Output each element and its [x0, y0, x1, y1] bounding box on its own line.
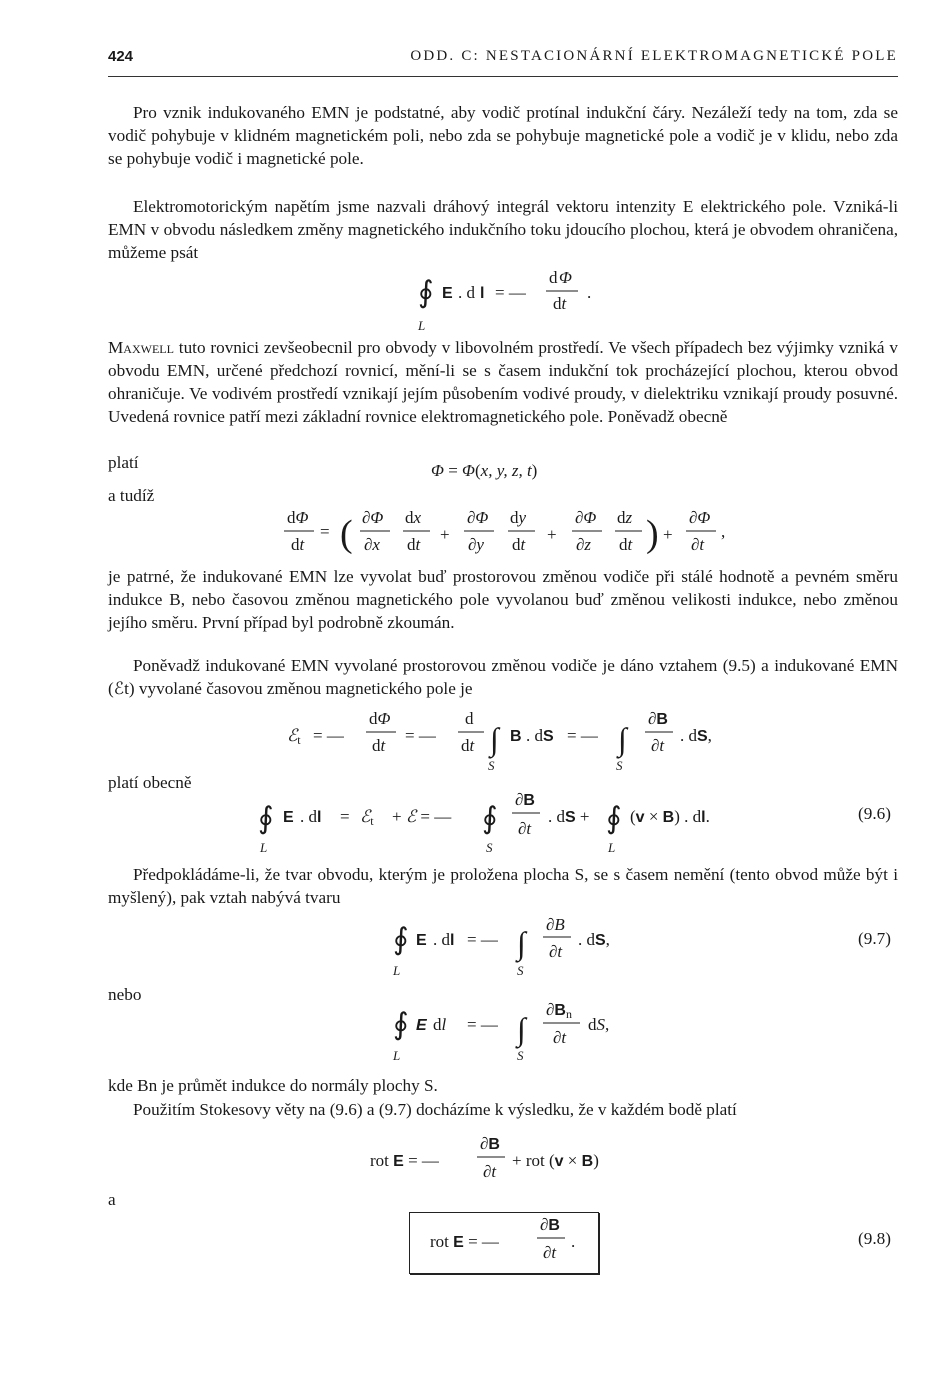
vec-E: E [416, 932, 427, 949]
rot-E-2: rot E = — [430, 1232, 499, 1251]
integral-1: ∫ [490, 721, 499, 757]
lhs-num: dΦ [287, 508, 309, 527]
dot-dl: . dl [300, 807, 322, 826]
boxed-equation-frame [409, 1212, 599, 1274]
vector-l: l [480, 285, 485, 302]
dot-dS-2: . dS, [680, 726, 712, 745]
dot-dS-plus: . dS + [548, 807, 590, 826]
frac-den: ∂t [543, 1243, 557, 1262]
dl: dl [433, 1015, 447, 1034]
rot-E: rot E = — [370, 1151, 439, 1170]
sub-L: L [393, 963, 401, 978]
sub-L-1: L [260, 840, 268, 855]
t4-num: ∂Φ [689, 508, 711, 527]
paragraph-4: je patrné, že indukované EMN lze vyvolat buď prostorovou změnou vodiče při stálé hodnotě a pevném směru indukce B, nebo časovou změnou magnetického pole vyvolanou buď změnou velikosti indukce, nebo změnou jejího směru. První případ byl podrobně zkoumán. [108, 567, 898, 632]
dS: dS, [588, 1015, 610, 1034]
frac-den: ∂t [549, 942, 563, 961]
integral-subscript: L [418, 318, 426, 333]
equation-total-derivative [284, 508, 725, 555]
sub-S-2: S [616, 758, 623, 773]
paragraph-1: Pro vznik indukovaného EMN je podstatné, aby vodič protínal indukční čáry. Nezáleží tedy na tom, zda se vodič pohybuje v klidném magnetickém poli, nebo zda se pohybuje magnetické pole a vodič je v klidu, nebo zda se pohybuje vodič i magnetické pole. [108, 103, 898, 168]
equals: = [320, 522, 330, 541]
eq-minus: = — [467, 930, 498, 949]
paragraph-6: Předpokládáme-li, že tvar obvodu, kterým je proložena plocha S, se s časem nemění (tento obvod může být i myšlený), pak vztah nabývá tvaru [108, 865, 898, 907]
paragraph-8: Použitím Stokesovy věty na (9.6) a (9.7) docházíme k výsledku, že v každém bodě platí [133, 1100, 737, 1119]
paragraph-7: kde Bn je průmět indukce do normály plochy S. [108, 1076, 438, 1095]
dot-dS: . dS, [578, 930, 610, 949]
contour-1: ∮ [258, 802, 274, 835]
a-tudiz-label: a tudíž [108, 486, 155, 505]
comma: , [721, 522, 726, 541]
period: . [587, 283, 592, 302]
t2-den: ∂y [468, 535, 484, 554]
t2b-den: dt [512, 535, 526, 554]
contour: ∮ [393, 923, 409, 956]
script-E-t-2: ℰt [360, 807, 374, 828]
sub-L-2: L [608, 840, 616, 855]
nebo-label: nebo [108, 985, 142, 1004]
equation-emf-t [287, 709, 712, 773]
plus-1: + [440, 525, 450, 544]
sub-S: S [517, 963, 524, 978]
dot-dl: . dl [433, 930, 455, 949]
equation-9-6 [258, 790, 710, 855]
plati-obecne-label: platí obecně [108, 773, 192, 792]
sub-S-1: S [488, 758, 495, 773]
t3b-num: dz [617, 508, 633, 527]
t4-den: ∂t [691, 535, 705, 554]
frac-den: ∂t [518, 819, 532, 838]
eq-minus-1: = — [313, 726, 344, 745]
page-number: 424 [108, 48, 134, 65]
paren-left: ( [340, 513, 353, 555]
frac-den: ∂t [553, 1028, 567, 1047]
frac-num: ∂B [546, 915, 565, 934]
integral: ∫ [517, 925, 526, 961]
vec-E: E [283, 809, 294, 826]
equation-flux [431, 461, 537, 480]
plus-3: + [663, 525, 673, 544]
contour: ∮ [393, 1008, 409, 1041]
contour-3: ∮ [606, 802, 622, 835]
eq-sign: = [340, 807, 350, 826]
equation-number-9-8: (9.8) [858, 1229, 891, 1248]
plati-label: platí [108, 453, 139, 472]
sub-S: S [486, 840, 493, 855]
f1-den: dt [372, 736, 386, 755]
t3b-den: dt [619, 535, 633, 554]
frac-num: ∂B [515, 790, 535, 809]
equation-9-7 [392, 915, 610, 978]
equation-faraday [417, 268, 591, 333]
t3-den: ∂z [576, 535, 592, 554]
script-E-t: ℰt [287, 726, 301, 747]
period: . [571, 1232, 576, 1251]
plus-E: + ℰ = — [392, 807, 452, 826]
numerator-phi: Φ [559, 268, 572, 287]
equation-rot-full [370, 1134, 599, 1181]
f3-den: ∂t [651, 736, 665, 755]
dot-dS-1: . dS [526, 726, 554, 745]
contour-2: ∮ [482, 802, 498, 835]
a-label: a [108, 1190, 116, 1209]
eq-minus-3: = — [567, 726, 598, 745]
flux-expression: Φ = Φ(x, y, z, t) [431, 461, 538, 480]
equals-minus: = — [495, 283, 526, 302]
running-title: ODD. C: NESTACIONÁRNÍ ELEKTROMAGNETICKÉ POLE [410, 48, 898, 64]
equation-nebo [392, 1000, 609, 1063]
eq-minus-2: = — [405, 726, 436, 745]
numerator: d [549, 268, 558, 287]
author-name: Maxwell [108, 338, 174, 357]
f2-num: d [465, 709, 474, 728]
vector-E: E [442, 285, 453, 302]
t3-num: ∂Φ [575, 508, 597, 527]
paragraph-3-text: tuto rovnici zevšeobecnil pro obvody v libovolném prostředí. Ve všech případech bez výjimky vzniká v obvodu EMN, určené předchozí rovnicí, mění-li se s časem indukční tok procházející plochou, kterou obvod ohraničuje. Ve vodivém prostředí vznikají jejím působením vodivé proudy, v dielektriku vznikají proudy posuvné. Uvedená rovnice patří mezi základní rovnice elektromagnetického pole. Poněvadž obecně [108, 338, 898, 426]
paragraph-2: Elektromotorickým napětím jsme nazvali dráhový integrál vektoru intenzity E elektrického pole. Vzniká-li EMN v obvodu následkem změny magnetického indukčního toku jdoucího plochou, která je obvodem ohraničena, můžeme psát [108, 197, 898, 262]
integral-2: ∫ [618, 721, 627, 757]
paren-right: ) [646, 513, 659, 555]
equation-number-9-7: (9.7) [858, 929, 891, 948]
t1-den: ∂x [364, 535, 380, 554]
contour-integral-symbol: ∮ [418, 276, 434, 309]
f3-num: ∂B [648, 709, 668, 728]
cross-product: (v × B) . dl. [630, 807, 710, 826]
scalar-E: E [416, 1017, 427, 1034]
eq-minus: = — [467, 1015, 498, 1034]
t1b-den: dt [407, 535, 421, 554]
frac-num: ∂Bn [546, 1000, 572, 1021]
equation-number-9-6: (9.6) [858, 804, 891, 823]
paragraph-5: Poněvadž indukované EMN vyvolané prostorovou změnou vodiče je dáno vztahem (9.5) a indukované EMN (ℰt) vyvolané časovou změnou magnetického pole je [108, 656, 898, 698]
lhs-den: dt [291, 535, 305, 554]
f2-den: dt [461, 736, 475, 755]
sub-L: L [393, 1048, 401, 1063]
denominator: dt [553, 294, 567, 313]
plus-rot: + rot (v × B) [512, 1151, 599, 1170]
dot-operator: . d [458, 283, 475, 302]
t1b-num: dx [405, 508, 422, 527]
vec-B-1: B [510, 728, 522, 745]
t1-num: ∂Φ [362, 508, 384, 527]
plus-2: + [547, 525, 557, 544]
t2-num: ∂Φ [467, 508, 489, 527]
frac-num: ∂B [540, 1215, 560, 1234]
t2b-num: dy [510, 508, 527, 527]
frac-den: ∂t [483, 1162, 497, 1181]
sub-S: S [517, 1048, 524, 1063]
integral: ∫ [517, 1011, 526, 1047]
f1-num: dΦ [369, 709, 391, 728]
frac-num: ∂B [480, 1134, 500, 1153]
